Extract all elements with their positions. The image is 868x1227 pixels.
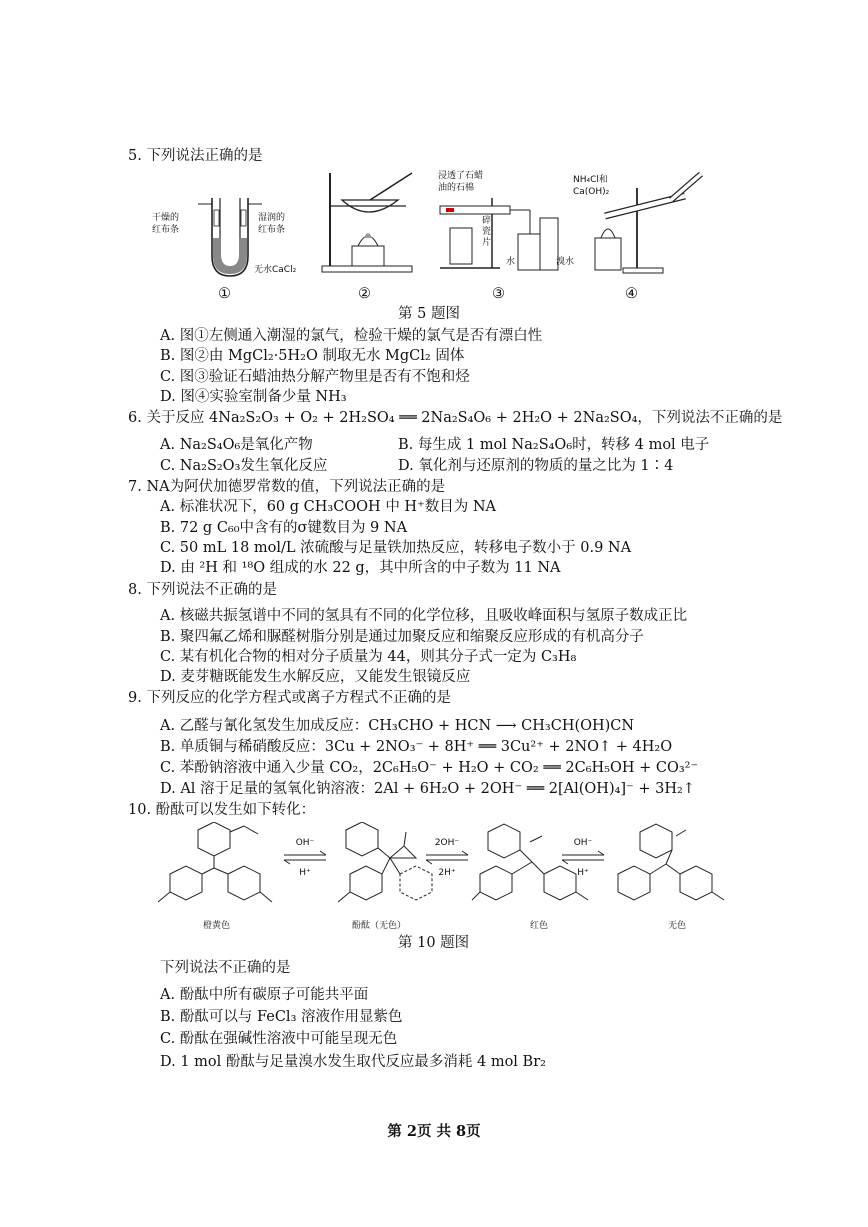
q5-fig3-br-label: 溴水 (556, 257, 575, 267)
q5-option-b: B. 图②由 MgCl₂·5H₂O 制取无水 MgCl₂ 固体 (160, 348, 465, 364)
q8-option-d: D. 麦芽糖既能发生水解反应，又能发生银镜反应 (160, 669, 471, 685)
q10-label-3: 红色 (530, 921, 549, 931)
q5-fig3-water-label: 水 (506, 257, 516, 267)
q6-option-d: D. 氧化剂与还原剂的物质的量之比为 1∶4 (398, 458, 674, 474)
q5-fig1-right-label: 湿润的 红布条 (258, 213, 286, 235)
q10-structure-1 (140, 822, 290, 917)
q5-option-a: A. 图①左侧通入潮湿的氯气，检验干燥的氯气是否有漂白性 (160, 328, 543, 344)
q5-fig-num-3: ③ (492, 286, 505, 302)
q7-option-c: C. 50 mL 18 mol/L 浓硫酸与足量铁加热反应，转移电子数小于 0.9 NA (160, 540, 632, 556)
q6-option-b: B. 每生成 1 mol Na₂S₄O₆时，转移 4 mol 电子 (398, 437, 710, 453)
q5-fig4-top-label: NH₄Cl和 Ca(OH)₂ (573, 175, 610, 197)
q8-stem: 8. 下列说法不正确的是 (128, 582, 277, 598)
q5-fig3-top-label: 浸透了石蜡 油的石棉 (438, 171, 484, 193)
q10-arrow-3-bottom: H⁺ (577, 868, 589, 878)
q10-caption: 第 10 题图 (398, 935, 470, 951)
q7-option-b: B. 72 g C₆₀中含有的σ键数目为 9 NA (160, 520, 408, 536)
q9-stem: 9. 下列反应的化学方程式或离子方程式不正确的是 (128, 690, 451, 706)
q10-option-a: A. 酚酞中所有碳原子可能共平面 (160, 987, 369, 1003)
q6-option-a: A. Na₂S₄O₆是氧化产物 (160, 437, 313, 453)
q5-stem: 5. 下列说法正确的是 (128, 148, 263, 164)
q10-arrow-2-top: 2OH⁻ (434, 838, 460, 848)
q8-option-c: C. 某有机化合物的相对分子质量为 44，则其分子式一定为 C₃H₈ (160, 649, 577, 665)
q9-option-a: A. 乙醛与氰化氢发生加成反应：CH₃CHO + HCN ⟶ CH₃CH(OH)CN (160, 718, 635, 734)
q5-fig1-bottom-label: 无水CaCl₂ (254, 265, 297, 275)
q7-option-a: A. 标准状况下，60 g CH₃COOH 中 H⁺数目为 NA (160, 499, 496, 515)
q5-fig1-left-label: 干燥的 红布条 (152, 213, 180, 235)
q10-arrow-1-bottom: H⁺ (299, 868, 311, 878)
q8-option-b: B. 聚四氟乙烯和脲醛树脂分别是通过加聚反应和缩聚反应形成的有机高分子 (160, 629, 644, 645)
q5-figure-1 (150, 168, 300, 298)
q5-caption: 第 5 题图 (398, 306, 460, 322)
q9-option-b: B. 单质铜与稀硝酸反应：3Cu + 2NO₃⁻ + 8H⁺ ══ 3Cu²⁺ + 2NO↑ + 4H₂O (160, 739, 673, 755)
q5-fig3-side-label: 碎 瓷 片 (482, 216, 492, 248)
q8-option-a: A. 核磁共振氢谱中不同的氢具有不同的化学位移，且吸收峰面积与氢原子数成正比 (160, 608, 688, 624)
q5-figure-4 (575, 168, 715, 278)
q5-figure-3 (430, 168, 580, 278)
q10-label-2: 酚酞（无色） (352, 921, 407, 931)
q10-arrow-1-top: OH⁻ (295, 838, 315, 848)
q10-arrow-2-bottom: 2H⁺ (438, 868, 456, 878)
q10-option-c: C. 酚酞在强碱性溶液中可能呈现无色 (160, 1031, 398, 1047)
q9-option-d: D. Al 溶于足量的氢氧化钠溶液：2Al + 6H₂O + 2OH⁻ ══ 2[Al(OH)₄]⁻ + 3H₂↑ (160, 781, 695, 797)
q9-option-c: C. 苯酚钠溶液中通入少量 CO₂，2C₆H₅O⁻ + H₂O + CO₂ ══ 2C₆H₅OH + CO₃²⁻ (160, 760, 699, 776)
q10-option-b: B. 酚酞可以与 FeCl₃ 溶液作用显紫色 (160, 1009, 403, 1025)
q5-fig-num-2: ② (358, 286, 371, 302)
q5-fig-num-1: ① (218, 286, 231, 302)
page-footer: 第 2页 共 8页 (387, 1123, 481, 1140)
q10-structure-4 (610, 822, 740, 917)
q10-sub-stem: 下列说法不正确的是 (160, 960, 291, 976)
q10-label-1: 橙黄色 (203, 921, 231, 931)
q5-figure-2 (320, 168, 420, 278)
q5-option-d: D. 图④实验室制备少量 NH₃ (160, 389, 347, 405)
q10-option-d: D. 1 mol 酚酞与足量溴水发生取代反应最多消耗 4 mol Br₂ (160, 1054, 546, 1070)
q10-stem: 10. 酚酞可以发生如下转化： (128, 802, 316, 818)
q7-stem: 7. NA为阿伏加德罗常数的值，下列说法正确的是 (128, 479, 446, 495)
q7-option-d: D. 由 ²H 和 ¹⁸O 组成的水 22 g，其中所含的中子数为 11 NA (160, 560, 561, 576)
q5-option-c: C. 图③验证石蜡油热分解产物里是否有不饱和烃 (160, 369, 470, 385)
q10-arrow-3-top: OH⁻ (573, 838, 593, 848)
q6-stem: 6. 关于反应 4Na₂S₂O₃ + O₂ + 2H₂SO₄ ══ 2Na₂S₄O₆ + 2H₂O + 2Na₂SO₄，下列说法不正确的是 (128, 410, 783, 426)
q5-fig-num-4: ④ (625, 286, 638, 302)
q6-option-c: C. Na₂S₂O₃发生氧化反应 (160, 458, 328, 474)
q10-label-4: 无色 (668, 921, 687, 931)
